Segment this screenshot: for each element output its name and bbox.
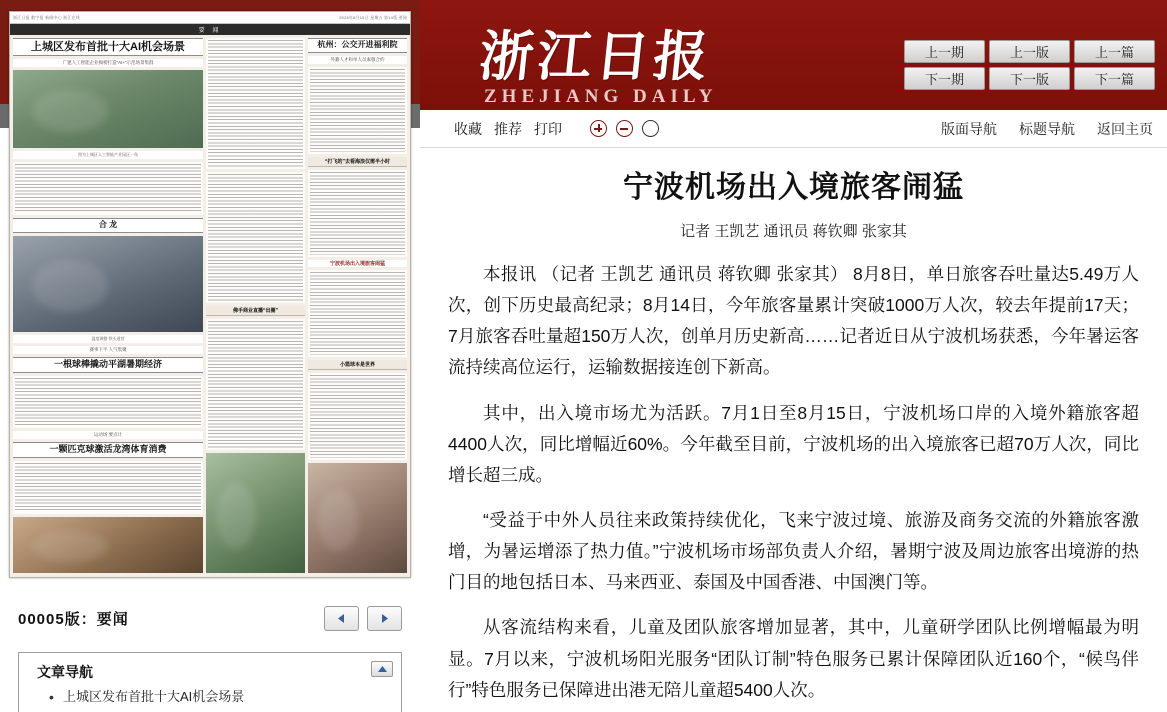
article-paragraph: 本报讯 （记者 王凯艺 通讯员 蒋钦卿 张家其） 8月8日，单日旅客吞吐量达5.49万人次，创下历史最高纪录；8月14日，今年旅客量累计突破1000万人次，较去年提前17天；7月旅客吞吐量超150万人次，创单月历史新高……记者近日从宁波机场获悉，今年暑运客流持续高位运行，运输数据接连创下新高。 — [448, 264, 1139, 378]
thumbnail-headline: 佛手商业直播“出圈” — [206, 306, 305, 316]
thumbnail-headline: 杭州：公交开进福利院 — [308, 38, 407, 53]
reset-zoom-icon[interactable] — [642, 120, 659, 137]
thumbnail-masthead-right: 2025年8月15日 星期五 第14版 要闻 — [339, 14, 407, 20]
zoom-in-icon[interactable] — [590, 120, 607, 137]
triangle-left-icon — [336, 613, 347, 624]
print-link[interactable]: 打印 — [534, 120, 562, 137]
article-title: 宁波机场出入境旅客闹猛 — [623, 170, 964, 205]
triangle-right-icon — [379, 613, 390, 624]
masthead-subtitle: ZHEJIANG DAILY — [484, 86, 718, 107]
thumbnail-photo — [13, 517, 203, 573]
recommend-link[interactable]: 推荐 — [494, 120, 522, 137]
article-byline: 记者 王凯艺 通讯员 蒋钦卿 张家其 — [680, 223, 907, 240]
prev-page-button[interactable] — [324, 606, 359, 631]
next-page-button[interactable] — [367, 606, 402, 631]
article-body — [448, 259, 1139, 706]
right-panel — [420, 0, 1167, 712]
thumbnail-headline: 一根球棒撬动平湖暑期经济 — [13, 357, 203, 373]
thumbnail-text-block — [13, 461, 203, 514]
page-arrows — [324, 606, 402, 631]
thumbnail-headline: 小篮球本是世界 — [308, 360, 407, 370]
article-navigation-box — [18, 652, 402, 712]
thumbnail-article-label: 宁波机场出入境旅客闹猛 — [308, 260, 407, 267]
article-paragraph: “受益于中外人员往来政策持续优化，飞来宁波过境、旅游及商务交流的外籍旅客激增，为暑运增添了热力值。”宁波机场市场部负责人介绍，暑期宁波及周边旅客出境游的热门目的地包括日本、马来西亚、泰国及中国香港、中国澳门等。 — [448, 509, 1139, 593]
chevron-up-icon — [377, 665, 388, 673]
thumbnail-subhead: 赛事下半 人气集聚 — [13, 346, 203, 354]
article-paragraph: 其中，出入境市场尤为活跃。7月1日至8月15日，宁波机场口岸的入境外籍旅客超4400人次，同比增幅近60%。今年截至目前，宁波机场的出入境旅客已超70万人次，同比增长超三成。 — [448, 402, 1139, 485]
list-item[interactable]: • 上城区发布首批十大AI机会场景 — [63, 688, 401, 706]
thumbnail-subhead: 外籍人才和单人员素服合约 — [308, 56, 407, 64]
home-link[interactable]: 返回主页 — [1097, 120, 1153, 137]
thumbnail-text-block — [308, 67, 407, 154]
thumbnail-subhead: 广邀人工智能企业揭榜打造“AI+”示范场景集群 — [13, 59, 203, 67]
zoom-out-icon[interactable] — [616, 120, 633, 137]
prev-issue-button[interactable]: 上一期 — [904, 40, 985, 63]
thumbnail-text-block — [206, 38, 305, 169]
thumbnail-photo — [13, 70, 203, 148]
newspaper-page-thumbnail[interactable] — [9, 11, 411, 578]
collapse-up-icon[interactable] — [371, 661, 393, 677]
toolbar-right-links — [941, 119, 1153, 139]
thumbnail-text-block — [13, 162, 203, 215]
thumbnail-text-block — [308, 373, 407, 460]
thumbnail-subhead: 运动场 要点计 — [13, 431, 203, 439]
thumbnail-masthead-left: 浙江日报 数字报 新闻中心 浙江在线 — [13, 14, 80, 20]
thumbnail-body — [10, 35, 410, 576]
article-container — [420, 148, 1167, 706]
thumbnail-text-block — [13, 376, 203, 429]
page-label-row — [0, 596, 420, 640]
next-edition-button[interactable]: 下一版 — [989, 67, 1070, 90]
masthead-logo: 浙江日报 — [476, 24, 715, 88]
thumbnail-section-bar: 要 闻 — [10, 24, 410, 35]
layout-nav-link[interactable]: 版面导航 — [941, 120, 997, 137]
thumbnail-photo — [308, 463, 407, 573]
thumbnail-text-block — [206, 319, 305, 450]
headline-nav-link[interactable]: 标题导航 — [1019, 120, 1075, 137]
article-navigation-title: 文章导航 — [37, 664, 93, 680]
issue-nav-buttons — [904, 40, 1155, 90]
thumbnail-text-block — [308, 270, 407, 357]
thumbnail-text-block — [308, 170, 407, 257]
prev-edition-button[interactable]: 上一版 — [989, 40, 1070, 63]
zoom-controls — [590, 120, 659, 137]
page-label: 00005版：要闻 — [18, 610, 129, 628]
article-toolbar — [420, 110, 1167, 148]
favorite-link[interactable]: 收藏 — [454, 120, 482, 137]
thumbnail-headline: 上城区发布首批十大AI机会场景 — [13, 38, 203, 56]
article-navigation-list — [19, 688, 401, 706]
thumbnail-text-block — [206, 172, 305, 303]
thumbnail-masthead — [10, 12, 410, 24]
thumbnail-column-middle — [206, 38, 305, 573]
next-article-button[interactable]: 下一篇 — [1074, 67, 1155, 90]
masthead — [420, 0, 1167, 110]
thumbnail-headline: 合 龙 — [13, 218, 203, 233]
thumbnail-caption: 温度调整 铁头道营 — [13, 335, 203, 343]
thumbnail-photo — [13, 236, 203, 332]
prev-article-button[interactable]: 上一篇 — [1074, 40, 1155, 63]
thumbnail-headline: “打飞的”去看海浪仅需半小时 — [308, 157, 407, 167]
thumbnail-column-left — [13, 38, 203, 573]
article-paragraph: 从客流结构来看，儿童及团队旅客增加显著，其中，儿童研学团队比例增幅最为明显。7月以来，宁波机场阳光服务“团队订制”特色服务已累计保障团队近160个，“候鸟伴行”特色服务已保障进出港无陪儿童超5400人次。 — [448, 617, 1139, 700]
next-issue-button[interactable]: 下一期 — [904, 67, 985, 90]
left-panel — [0, 0, 420, 712]
thumbnail-headline: 一颗匹克球激活龙湾体育消费 — [13, 442, 203, 458]
thumbnail-column-right — [308, 38, 407, 573]
thumbnail-caption: 图为上城区人工智能产业园区一角 — [13, 151, 203, 159]
thumbnail-photo — [206, 453, 305, 573]
